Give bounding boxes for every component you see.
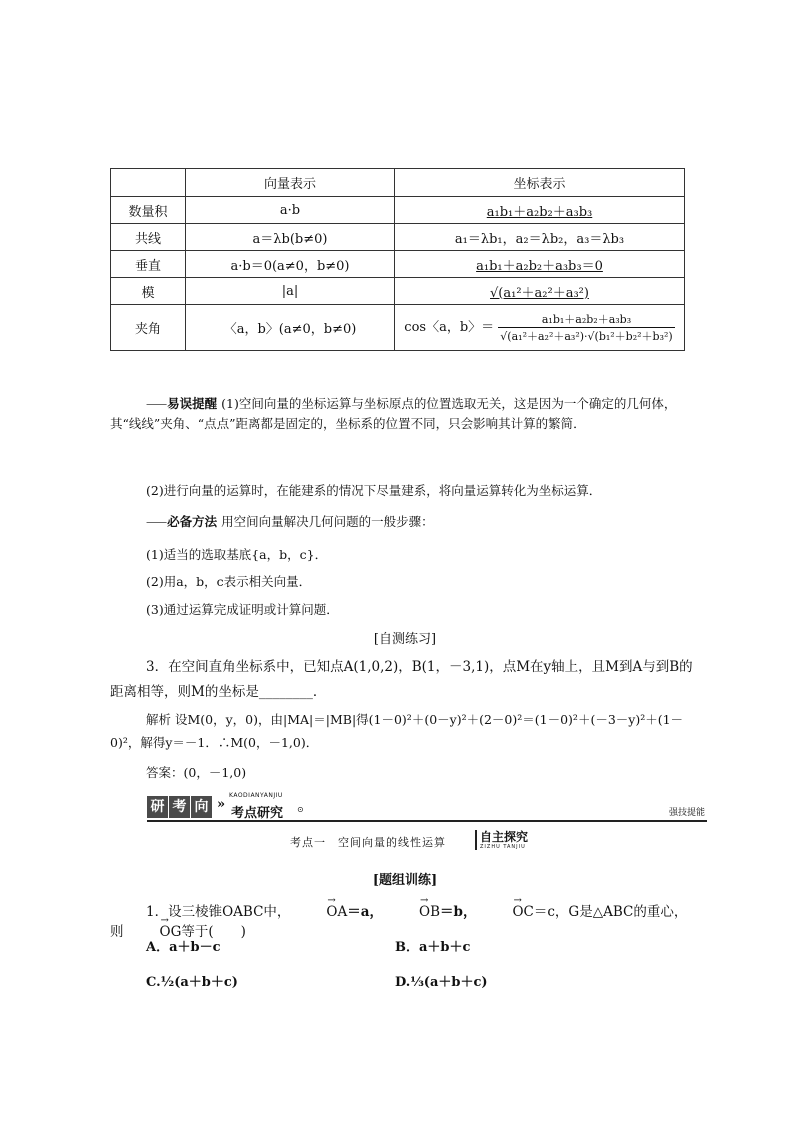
table-row	[111, 305, 685, 351]
table-header-cell	[111, 169, 186, 197]
vector-ob: → OB	[383, 902, 440, 922]
row-vector: a＝λb(b≠0)	[186, 224, 395, 251]
vector-oc: → OC	[476, 902, 533, 922]
kaodian-title: 考点一 空间向量的线性运算	[290, 836, 446, 849]
table-row	[111, 224, 685, 251]
row-vector: 〈a，b〉(a≠0，b≠0)	[186, 305, 395, 351]
banner-tile: 向	[191, 796, 212, 818]
q1-eq3: ＝c，G是△ABC的重心，则	[110, 904, 688, 940]
answer: 答案：(0，－1,0)	[146, 765, 247, 780]
tip-icon: ⸺	[146, 514, 168, 529]
fraction	[498, 311, 674, 344]
tag-title: 自主探究	[480, 830, 529, 844]
tag-pinyin: ZIZHU TANJIU	[480, 844, 526, 850]
table-row	[111, 251, 685, 278]
note-label-error: 易误提醒	[167, 396, 218, 411]
table-header-cell: 向量表示	[186, 169, 395, 197]
section-banner	[147, 792, 707, 822]
fraction-numerator: a₁b₁＋a₂b₂＋a₃b₃	[498, 311, 674, 328]
vector-og: → OG	[124, 922, 182, 942]
note-label-method: 必备方法	[167, 514, 218, 529]
q1-suffix: 等于( )	[181, 924, 246, 940]
option-d[interactable]: D.⅓(a＋b＋c)	[395, 975, 488, 990]
self-explore-tag	[475, 830, 528, 850]
row-name: 模	[111, 278, 186, 305]
q1-eq1: ＝a，	[347, 904, 383, 920]
row-vector: a·b	[186, 197, 395, 224]
row-name: 垂直	[111, 251, 186, 278]
double-arrow-icon: »	[217, 797, 226, 812]
question-3: 3．在空间直角坐标系中，已知点A(1,0,2)，B(1，－3,1)，点M在y轴上，且M到A与到B的距离相等，则M的坐标是________．	[110, 659, 693, 700]
banner-right-label: 强技提能	[668, 808, 705, 818]
self-test-heading: [自测练习]	[373, 632, 437, 647]
q1-eq2: ＝b，	[440, 904, 477, 920]
note-text-3: 用空间向量解决几何问题的一般步骤：	[221, 514, 434, 529]
table-header-cell: 坐标表示	[395, 169, 685, 197]
row-name: 数量积	[111, 197, 186, 224]
banner-tiles	[147, 796, 213, 818]
group-training-heading: [题组训练]	[372, 873, 438, 888]
table-row	[111, 197, 685, 224]
option-c[interactable]: C.½(a＋b＋c)	[146, 975, 238, 990]
banner-tile: 考	[169, 796, 190, 818]
row-name: 共线	[111, 224, 186, 251]
table-row	[111, 278, 685, 305]
note-paragraph-3	[110, 512, 700, 532]
step-3: (3)通过运算完成证明或计算问题．	[146, 602, 339, 617]
row-coordinate: a₁b₁＋a₂b₂＋a₃b₃	[395, 197, 685, 224]
option-b[interactable]: B．a＋b＋c	[395, 940, 471, 955]
cos-prefix: cos〈a，b〉＝	[404, 320, 495, 335]
row-coordinate-cell	[395, 305, 685, 351]
row-vector: |a|	[186, 278, 395, 305]
row-coordinate: a₁b₁＋a₂b₂＋a₃b₃＝0	[395, 251, 685, 278]
note-paragraph-2: (2)进行向量的运算时，在能建系的情况下尽量建系，将向量运算转化为坐标运算．	[146, 483, 602, 498]
vector-oa: → OA	[290, 902, 347, 922]
option-a[interactable]: A．a＋b－c	[146, 940, 221, 955]
table-header-row	[111, 169, 685, 197]
fraction-denominator: √(a₁²＋a₂²＋a₃²)·√(b₁²＋b₂²＋b₃²)	[500, 330, 673, 343]
banner-pinyin: KAODIANYANJIU	[229, 792, 283, 799]
step-2: (2)用a，b，c表示相关向量．	[146, 574, 312, 589]
row-coordinate: √(a₁²＋a₂²＋a₃²)	[395, 278, 685, 305]
step-1: (1)适当的选取基底{a，b，c}．	[146, 547, 328, 562]
q1-prefix: 1．设三棱锥OABC中，	[146, 904, 291, 920]
row-name: 夹角	[111, 305, 186, 351]
vector-table	[110, 168, 685, 351]
tip-icon: ⸺	[146, 396, 168, 411]
solution: 解析 设M(0，y，0)，由|MA|＝|MB|得(1－0)²＋(0－y)²＋(2－0)²＝(1－0)²＋(－3－y)²＋(1－0)²，解得y＝－1．∴M(0，－1,0)．	[110, 712, 684, 750]
banner-title: 考点研究	[231, 806, 284, 821]
banner-tile: 研	[147, 796, 168, 818]
note-paragraph-1	[110, 394, 700, 434]
row-vector: a·b＝0(a≠0，b≠0)	[186, 251, 395, 278]
note-text-1: (1)空间向量的坐标运算与坐标原点的位置选取无关，这是因为一个确定的几何体，其“线线”夹角、“点点”距离都是固定的，坐标系的位置不同，只会影响其计算的繁简．	[110, 396, 677, 431]
play-circle-icon: ⊙	[297, 805, 304, 814]
row-coordinate: a₁＝λb₁，a₂＝λb₂，a₃＝λb₃	[395, 224, 685, 251]
